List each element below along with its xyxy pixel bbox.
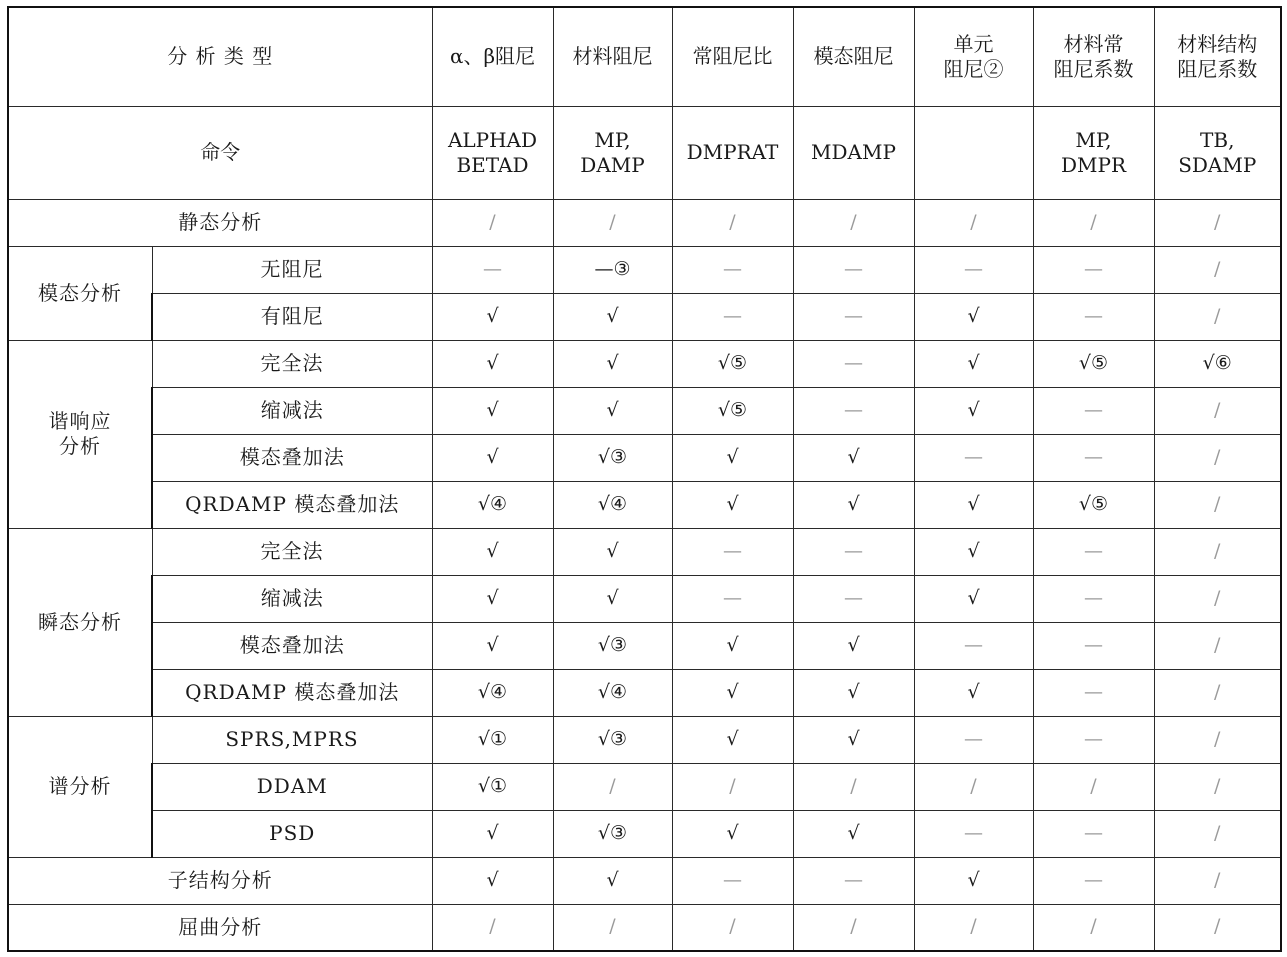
support-cell: / — [1154, 716, 1281, 763]
command-label: 命令 — [8, 106, 432, 199]
support-cell: √③ — [553, 810, 672, 857]
support-cell: — — [793, 340, 914, 387]
support-cell: — — [1033, 857, 1154, 904]
support-cell: — — [1033, 622, 1154, 669]
support-cell: √⑤ — [672, 340, 793, 387]
support-cell: √ — [793, 810, 914, 857]
support-cell: √ — [672, 716, 793, 763]
support-cell: / — [1033, 199, 1154, 246]
analysis-method-label: 无阻尼 — [152, 246, 432, 293]
support-cell: √ — [672, 481, 793, 528]
support-cell: — — [1033, 575, 1154, 622]
support-cell: √③ — [553, 434, 672, 481]
support-cell: — — [432, 246, 553, 293]
table-row — [8, 622, 1281, 669]
support-cell: — — [914, 246, 1033, 293]
command-cell: TB, SDAMP — [1154, 106, 1281, 199]
support-cell: √ — [914, 575, 1033, 622]
support-cell: √⑥ — [1154, 340, 1281, 387]
support-cell: / — [1154, 904, 1281, 951]
support-cell: — — [672, 575, 793, 622]
analysis-group-label: 子结构分析 — [8, 857, 432, 904]
support-cell: / — [553, 199, 672, 246]
support-cell: √ — [432, 622, 553, 669]
support-cell: / — [672, 763, 793, 810]
support-cell: √ — [553, 857, 672, 904]
support-cell: —③ — [553, 246, 672, 293]
support-cell: √ — [914, 669, 1033, 716]
analysis-group-label: 谐响应 分析 — [8, 340, 152, 528]
support-cell: / — [672, 199, 793, 246]
command-cell: MDAMP — [793, 106, 914, 199]
support-cell: — — [914, 716, 1033, 763]
column-header: 材料结构 阻尼系数 — [1154, 7, 1281, 106]
support-cell: √ — [914, 340, 1033, 387]
command-cell: MP, DAMP — [553, 106, 672, 199]
table-row — [8, 340, 1281, 387]
support-cell: / — [914, 904, 1033, 951]
support-cell: / — [553, 904, 672, 951]
support-cell: / — [1154, 857, 1281, 904]
support-cell: / — [1033, 763, 1154, 810]
damping-table — [7, 6, 1282, 952]
support-cell: / — [793, 199, 914, 246]
table-row — [8, 763, 1281, 810]
support-cell: √ — [553, 293, 672, 340]
analysis-method-label: QRDAMP 模态叠加法 — [152, 669, 432, 716]
support-cell: / — [1154, 763, 1281, 810]
support-cell: √④ — [432, 669, 553, 716]
support-cell: — — [1033, 387, 1154, 434]
support-cell: / — [793, 763, 914, 810]
support-cell: — — [793, 387, 914, 434]
support-cell: / — [553, 763, 672, 810]
support-cell: √ — [432, 340, 553, 387]
support-cell: / — [1154, 293, 1281, 340]
support-cell: / — [1154, 434, 1281, 481]
table-row — [8, 293, 1281, 340]
support-cell: √ — [793, 716, 914, 763]
support-cell: √ — [553, 340, 672, 387]
support-cell: / — [1033, 904, 1154, 951]
support-cell: — — [1033, 434, 1154, 481]
table-row — [8, 481, 1281, 528]
table-row — [8, 716, 1281, 763]
support-cell: / — [672, 904, 793, 951]
support-cell: — — [1033, 810, 1154, 857]
analysis-group-label: 模态分析 — [8, 246, 152, 340]
support-cell: √ — [553, 575, 672, 622]
support-cell: √ — [553, 528, 672, 575]
analysis-method-label: 模态叠加法 — [152, 622, 432, 669]
support-cell: — — [793, 293, 914, 340]
support-cell: — — [914, 622, 1033, 669]
support-cell: √ — [553, 387, 672, 434]
support-cell: / — [1154, 575, 1281, 622]
support-cell: — — [914, 434, 1033, 481]
support-cell: — — [1033, 716, 1154, 763]
support-cell: — — [793, 528, 914, 575]
support-cell: √ — [432, 575, 553, 622]
support-cell: — — [672, 246, 793, 293]
analysis-group-label: 静态分析 — [8, 199, 432, 246]
table-row — [8, 246, 1281, 293]
support-cell: / — [914, 763, 1033, 810]
support-cell: √ — [793, 434, 914, 481]
support-cell: √① — [432, 716, 553, 763]
analysis-method-label: 缩减法 — [152, 575, 432, 622]
table-row — [8, 575, 1281, 622]
table-row — [8, 387, 1281, 434]
analysis-method-label: PSD — [152, 810, 432, 857]
support-cell: √⑤ — [1033, 481, 1154, 528]
support-cell: / — [793, 904, 914, 951]
analysis-method-label: 完全法 — [152, 340, 432, 387]
support-cell: √ — [793, 622, 914, 669]
support-cell: √④ — [553, 481, 672, 528]
support-cell: √ — [432, 387, 553, 434]
support-cell: — — [793, 246, 914, 293]
support-cell: √ — [672, 434, 793, 481]
support-cell: — — [672, 528, 793, 575]
support-cell: √ — [793, 481, 914, 528]
analysis-method-label: QRDAMP 模态叠加法 — [152, 481, 432, 528]
support-cell: √ — [672, 810, 793, 857]
support-cell: √ — [672, 622, 793, 669]
table-row — [8, 528, 1281, 575]
support-cell: — — [1033, 669, 1154, 716]
support-cell: / — [1154, 528, 1281, 575]
support-cell: √ — [432, 293, 553, 340]
support-cell: √ — [914, 387, 1033, 434]
support-cell: / — [1154, 481, 1281, 528]
support-cell: √ — [914, 293, 1033, 340]
command-cell: ALPHAD BETAD — [432, 106, 553, 199]
column-header: 常阻尼比 — [672, 7, 793, 106]
table-row — [8, 669, 1281, 716]
support-cell: / — [914, 199, 1033, 246]
support-cell: — — [793, 575, 914, 622]
command-cell: DMPRAT — [672, 106, 793, 199]
column-header: 单元 阻尼② — [914, 7, 1033, 106]
analysis-method-label: 完全法 — [152, 528, 432, 575]
support-cell: — — [1033, 246, 1154, 293]
table-row — [8, 810, 1281, 857]
support-cell: √④ — [553, 669, 672, 716]
support-cell: √ — [793, 669, 914, 716]
support-cell: √ — [914, 481, 1033, 528]
support-cell: — — [793, 857, 914, 904]
support-cell: / — [1154, 669, 1281, 716]
support-cell: / — [432, 904, 553, 951]
column-header: α、β阻尼 — [432, 7, 553, 106]
support-cell: √③ — [553, 716, 672, 763]
header-row — [8, 7, 1281, 106]
support-cell: √ — [432, 528, 553, 575]
support-cell: √⑤ — [672, 387, 793, 434]
support-cell: √ — [432, 810, 553, 857]
analysis-method-label: SPRS,MPRS — [152, 716, 432, 763]
support-cell: / — [1154, 810, 1281, 857]
table-row — [8, 904, 1281, 951]
support-cell: √ — [432, 434, 553, 481]
table-row — [8, 434, 1281, 481]
column-header: 材料阻尼 — [553, 7, 672, 106]
support-cell: √④ — [432, 481, 553, 528]
analysis-group-label: 谱分析 — [8, 716, 152, 857]
analysis-method-label: DDAM — [152, 763, 432, 810]
support-cell: / — [432, 199, 553, 246]
support-cell: / — [1154, 199, 1281, 246]
table-row — [8, 857, 1281, 904]
column-header: 模态阻尼 — [793, 7, 914, 106]
table-row — [8, 199, 1281, 246]
support-cell: √③ — [553, 622, 672, 669]
support-cell: √① — [432, 763, 553, 810]
support-cell: — — [1033, 528, 1154, 575]
analysis-method-label: 缩减法 — [152, 387, 432, 434]
support-cell: — — [914, 810, 1033, 857]
support-cell: √ — [672, 669, 793, 716]
support-cell: / — [1154, 387, 1281, 434]
analysis-method-label: 有阻尼 — [152, 293, 432, 340]
analysis-group-label: 屈曲分析 — [8, 904, 432, 951]
command-cell — [914, 106, 1033, 199]
support-cell: √ — [914, 528, 1033, 575]
support-cell: √ — [432, 857, 553, 904]
support-cell: — — [1033, 293, 1154, 340]
command-row — [8, 106, 1281, 199]
support-cell: √⑤ — [1033, 340, 1154, 387]
support-cell: — — [672, 857, 793, 904]
support-cell: √ — [914, 857, 1033, 904]
command-cell: MP, DMPR — [1033, 106, 1154, 199]
support-cell: — — [672, 293, 793, 340]
analysis-group-label: 瞬态分析 — [8, 528, 152, 716]
column-header: 材料常 阻尼系数 — [1033, 7, 1154, 106]
support-cell: / — [1154, 246, 1281, 293]
analysis-method-label: 模态叠加法 — [152, 434, 432, 481]
support-cell: / — [1154, 622, 1281, 669]
analysis-type-header: 分 析 类 型 — [8, 7, 432, 106]
